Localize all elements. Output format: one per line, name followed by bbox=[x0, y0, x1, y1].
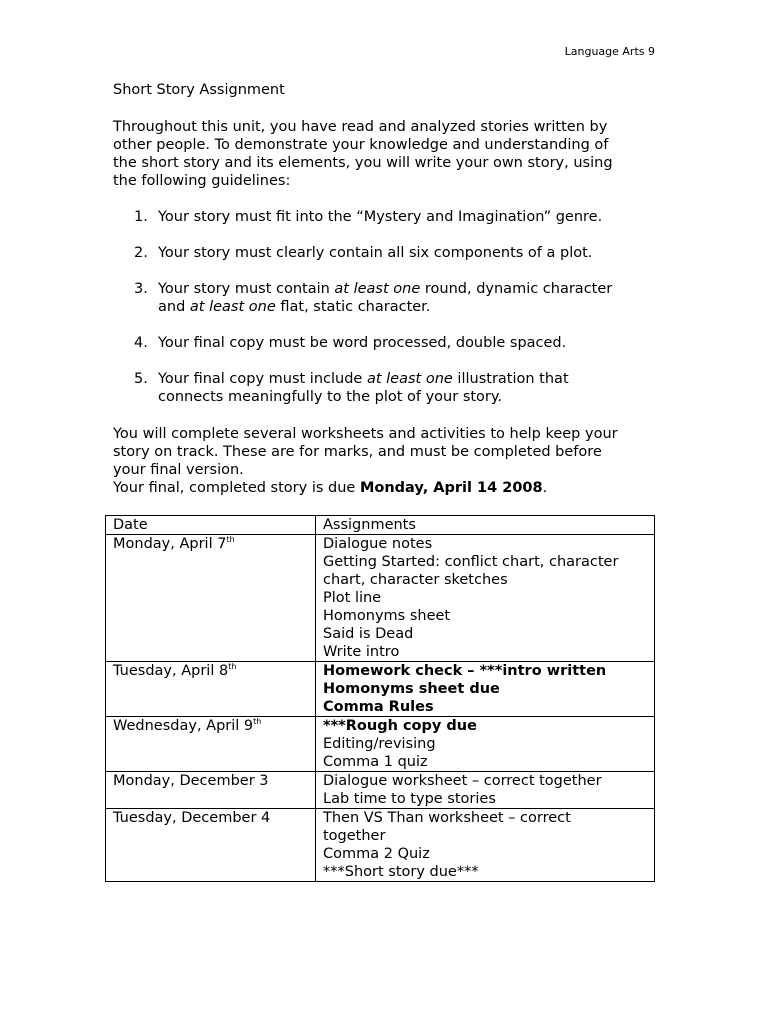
due-date-line bbox=[113, 479, 658, 497]
assignment-item: Then VS Than worksheet – correct bbox=[323, 810, 571, 826]
assignment-item: Editing/revising bbox=[323, 736, 436, 752]
date-cell bbox=[106, 535, 316, 662]
date-cell bbox=[106, 809, 316, 882]
date-suffix: th bbox=[226, 535, 235, 544]
assignment-item: chart, character sketches bbox=[323, 572, 508, 588]
guideline-number: 5. bbox=[134, 371, 148, 387]
course-header: Language Arts 9 bbox=[564, 45, 655, 58]
date-cell bbox=[106, 772, 316, 809]
guideline-text: flat, static character. bbox=[275, 299, 431, 315]
date-text: Tuesday, April 8 bbox=[113, 663, 229, 679]
assignment-item: Said is Dead bbox=[323, 626, 414, 642]
date-text: Wednesday, April 9 bbox=[113, 718, 254, 734]
closing-line: You will complete several worksheets and activities to help keep your bbox=[113, 426, 618, 442]
table-row bbox=[106, 535, 655, 662]
assignment-item: Plot line bbox=[323, 590, 382, 606]
guideline-number: 2. bbox=[134, 245, 148, 261]
guideline-text: illustration that bbox=[452, 371, 569, 387]
date-text: Monday, April 7 bbox=[113, 536, 227, 552]
guideline-number: 4. bbox=[134, 335, 148, 351]
assignments-column-header: Assignments bbox=[316, 516, 655, 535]
guideline-text: Your final copy must be word processed, double spaced. bbox=[158, 335, 567, 351]
assignment-item: Comma 1 quiz bbox=[323, 754, 428, 770]
date-suffix: th bbox=[253, 717, 262, 726]
table-row bbox=[106, 772, 655, 809]
guideline-text: connects meaningfully to the plot of your story. bbox=[158, 389, 503, 405]
assignment-item: together bbox=[323, 828, 386, 844]
guideline-item bbox=[113, 370, 658, 406]
assignment-item: Write intro bbox=[323, 644, 400, 660]
assignments-cell bbox=[316, 772, 655, 809]
intro-paragraph bbox=[113, 118, 658, 190]
assignments-cell bbox=[316, 809, 655, 882]
assignment-item: Lab time to type stories bbox=[323, 791, 496, 807]
guideline-item bbox=[113, 244, 658, 262]
assignment-item: Homonyms sheet due bbox=[323, 681, 500, 697]
assignment-item: Comma 2 Quiz bbox=[323, 846, 430, 862]
date-suffix: th bbox=[228, 662, 237, 671]
guideline-text: Your story must contain bbox=[158, 281, 335, 297]
date-text: Monday, December 3 bbox=[113, 773, 269, 789]
due-suffix: . bbox=[542, 480, 548, 496]
assignment-item: ***Short story due*** bbox=[323, 864, 479, 880]
table-row bbox=[106, 717, 655, 772]
assignment-item: Homonyms sheet bbox=[323, 608, 451, 624]
guidelines-list bbox=[113, 208, 658, 424]
guideline-emphasis: at least one bbox=[366, 371, 453, 387]
guideline-emphasis: at least one bbox=[189, 299, 276, 315]
assignment-item: Getting Started: conflict chart, character bbox=[323, 554, 619, 570]
guideline-item bbox=[113, 280, 658, 316]
guideline-text: Your story must clearly contain all six components of a plot. bbox=[158, 245, 593, 261]
page-title: Short Story Assignment bbox=[113, 82, 285, 98]
guideline-item bbox=[113, 208, 658, 226]
guideline-item bbox=[113, 334, 658, 352]
table-header-row bbox=[106, 516, 655, 535]
due-date: Monday, April 14 2008 bbox=[359, 480, 543, 496]
intro-line: the short story and its elements, you will write your own story, using bbox=[113, 155, 613, 171]
closing-line: your final version. bbox=[113, 462, 244, 478]
table-row bbox=[106, 809, 655, 882]
date-cell bbox=[106, 662, 316, 717]
assignments-cell bbox=[316, 535, 655, 662]
intro-line: Throughout this unit, you have read and analyzed stories written by bbox=[113, 119, 608, 135]
guideline-number: 3. bbox=[134, 281, 148, 297]
schedule-table bbox=[105, 515, 655, 882]
assignment-item: Homework check – ***intro written bbox=[323, 663, 607, 679]
date-cell bbox=[106, 717, 316, 772]
assignment-item: ***Rough copy due bbox=[323, 718, 477, 734]
guideline-emphasis: at least one bbox=[334, 281, 421, 297]
assignments-cell bbox=[316, 717, 655, 772]
closing-paragraph bbox=[113, 425, 658, 497]
guideline-number: 1. bbox=[134, 209, 148, 225]
intro-line: other people. To demonstrate your knowledge and understanding of bbox=[113, 137, 609, 153]
assignments-cell bbox=[316, 662, 655, 717]
closing-line: story on track. These are for marks, and must be completed before bbox=[113, 444, 602, 460]
date-column-header: Date bbox=[106, 516, 316, 535]
assignment-item: Dialogue notes bbox=[323, 536, 433, 552]
guideline-text: and bbox=[158, 299, 190, 315]
guideline-text: Your final copy must include bbox=[158, 371, 367, 387]
intro-line: the following guidelines: bbox=[113, 173, 291, 189]
guideline-text: Your story must fit into the “Mystery and Imagination” genre. bbox=[158, 209, 603, 225]
assignment-item: Comma Rules bbox=[323, 699, 434, 715]
assignment-item: Dialogue worksheet – correct together bbox=[323, 773, 602, 789]
date-text: Tuesday, December 4 bbox=[113, 810, 271, 826]
guideline-text: round, dynamic character bbox=[420, 281, 613, 297]
table-row bbox=[106, 662, 655, 717]
due-prefix: Your final, completed story is due bbox=[113, 480, 360, 496]
